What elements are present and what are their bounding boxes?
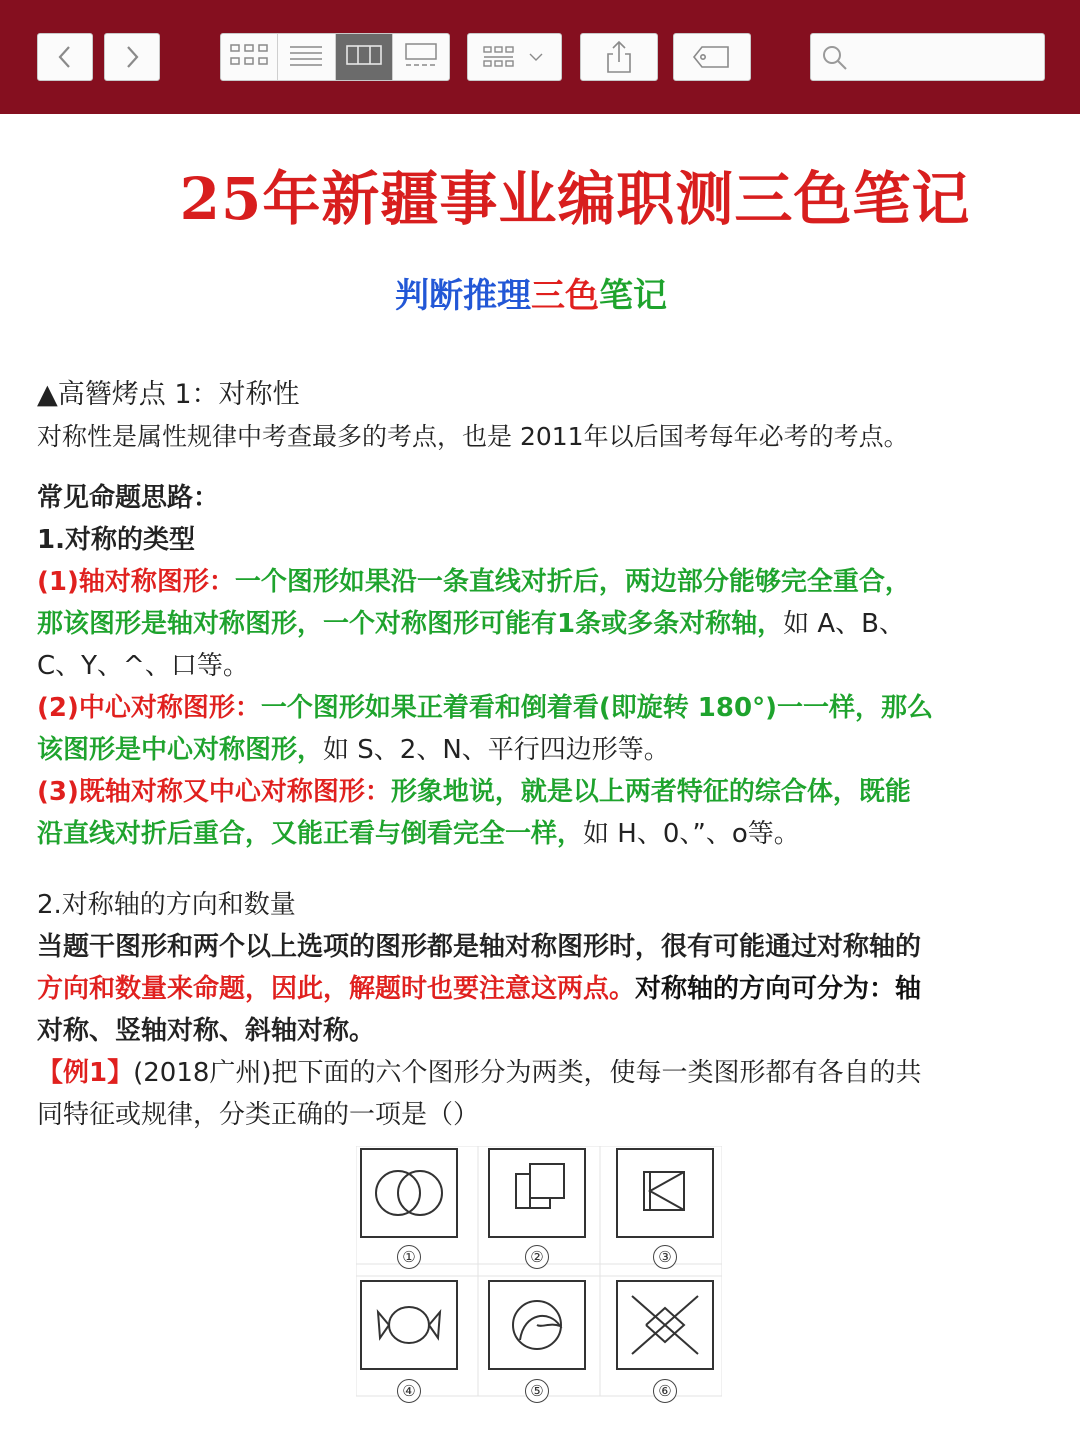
axial-symmetry-examples: 如 A、B、 [783, 609, 905, 639]
grid-view-icon [229, 42, 269, 72]
figure-label-2: ② [525, 1245, 549, 1269]
share-button[interactable] [580, 33, 658, 81]
axis-paragraph-line2 [37, 968, 921, 1010]
example-figure-grid [356, 1146, 722, 1406]
figure-label-3: ③ [653, 1245, 677, 1269]
section-intro: 对称性是属性规律中考查最多的考点，也是 2011年以后国考每年必考的考点。 [37, 422, 909, 451]
axial-symmetry-term: (1)轴对称图形： [37, 567, 235, 597]
subtitle-part-green: 笔记 [599, 276, 667, 316]
search-field[interactable] [810, 33, 1045, 81]
document-subtitle [0, 268, 1062, 317]
gallery-view-button[interactable] [393, 34, 449, 80]
search-icon [821, 44, 849, 76]
figure-5 [488, 1280, 586, 1370]
figure-2 [488, 1148, 586, 1238]
central-symmetry-definition: 一个图形如果正着看和倒着看(即旋转 180°)一一样，那么 [260, 693, 933, 723]
paragraph-central-symmetry-line2 [37, 729, 670, 771]
both-symmetry-term: (3)既轴对称又中心对称图形： [37, 777, 391, 807]
paragraph-both-symmetry-line2 [37, 813, 800, 855]
example-line1 [37, 1052, 922, 1094]
figure-1 [360, 1148, 458, 1238]
forward-button[interactable] [104, 33, 160, 81]
view-mode-switcher [220, 33, 450, 81]
chevron-right-icon [122, 43, 142, 71]
paragraph-both-symmetry-line1 [37, 771, 911, 813]
paragraph-axial-symmetry-line2 [37, 603, 905, 645]
axial-symmetry-examples-cont: C、Y、^、口等。 [37, 651, 249, 681]
example-question: (2018广州)把下面的六个图形分为两类，使每一类图形都有各自的共 [133, 1058, 922, 1088]
list-view-icon [288, 43, 324, 71]
central-symmetry-examples: 如 S、2、N、平行四边形等。 [323, 735, 670, 765]
list-view-button[interactable] [278, 34, 335, 80]
subtitle-part-blue: 判断推理 [395, 276, 531, 316]
both-symmetry-examples: 如 H、0、”、o等。 [583, 819, 800, 849]
document-title: 25年新疆事业编职测三色笔记 [179, 165, 971, 233]
axis-paragraph-line3: 对称、竖轴对称、斜轴对称。 [37, 1016, 376, 1046]
figure-6 [616, 1280, 714, 1370]
subtitle-part-red: 三色 [531, 276, 599, 316]
chevron-left-icon [55, 43, 75, 71]
grid-view-button[interactable] [221, 34, 278, 80]
common-approach-label: 常见命题思路： [37, 483, 220, 513]
axis-paragraph-red: 方向和数量来命题，因此，解题时也要注意这两点。 [37, 974, 636, 1004]
window-toolbar [0, 0, 1080, 114]
axial-symmetry-definition: 一个图形如果沿一条直线对折后，两边部分能够完全重合， [234, 567, 911, 597]
figure-4 [360, 1280, 458, 1370]
axis-paragraph-black: 对称轴的方向可分为：轴 [635, 974, 922, 1004]
figure-label-1: ① [397, 1245, 421, 1269]
search-input[interactable] [855, 42, 1039, 74]
paragraph-axial-symmetry-line1 [37, 561, 911, 603]
tag-button[interactable] [673, 33, 751, 81]
gallery-view-icon [402, 42, 440, 72]
example-tag: 【例1】 [37, 1058, 134, 1088]
group-by-button[interactable] [467, 33, 562, 81]
column-view-button[interactable] [336, 34, 393, 80]
figure-3 [616, 1148, 714, 1238]
both-symmetry-definition-cont: 沿直线对折后重合，又能正看与倒看完全一样， [37, 819, 584, 849]
axial-symmetry-definition-cont: 那该图形是轴对称图形，一个对称图形可能有1条或多条对称轴， [37, 609, 784, 639]
central-symmetry-term: (2)中心对称图形： [37, 693, 261, 723]
column-view-icon [345, 43, 383, 71]
axis-paragraph-line1: 当题干图形和两个以上选项的图形都是轴对称图形时，很有可能通过对称轴的 [37, 932, 922, 962]
figure-label-6: ⑥ [653, 1379, 677, 1403]
central-symmetry-definition-cont: 该图形是中心对称图形， [37, 735, 324, 765]
figure-label-4: ④ [397, 1379, 421, 1403]
tag-icon [692, 44, 732, 70]
back-button[interactable] [37, 33, 93, 81]
example-line2: 同特征或规律，分类正确的一项是（） [37, 1100, 480, 1130]
subheading-symmetry-types: 1.对称的类型 [37, 525, 195, 555]
both-symmetry-definition: 形象地说，就是以上两者特征的综合体，既能 [390, 777, 911, 807]
paragraph-central-symmetry-line1 [37, 687, 933, 729]
share-icon [604, 40, 634, 74]
figure-label-5: ⑤ [525, 1379, 549, 1403]
section-heading-symmetry: ▲高簪烤点 1：对称性 [37, 379, 300, 410]
section-heading-axis: 2.对称轴的方向和数量 [37, 890, 296, 920]
group-by-icon [480, 44, 550, 70]
